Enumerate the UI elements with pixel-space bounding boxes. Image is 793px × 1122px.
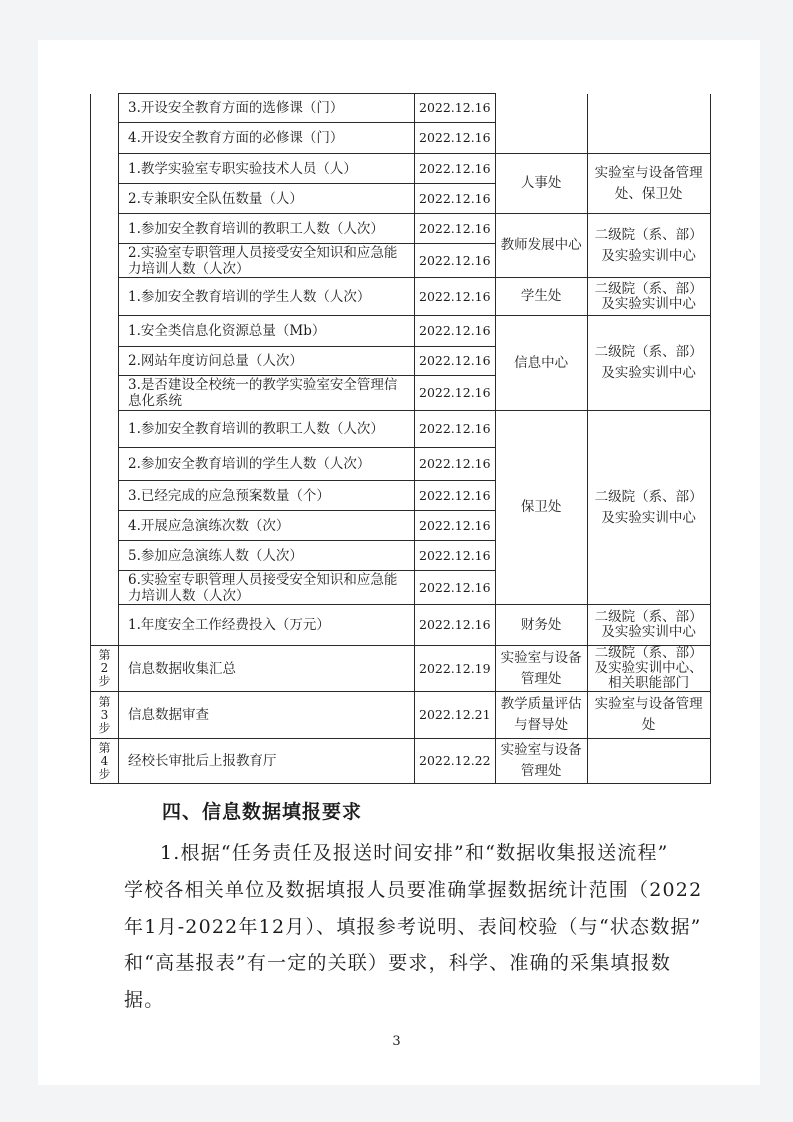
assist-department-cell: 实验室与设备管理处 [587, 692, 710, 739]
item-cell: 2.参加安全教育培训的学生人数（人次） [119, 448, 415, 481]
assist-department-cell: 二级院（系、部）及实验实训中心 [587, 214, 710, 278]
lead-department-cell: 实验室与设备管理处 [495, 739, 587, 784]
paragraph-line: 学校各相关单位及数据填报人员要准确掌握数据统计范围（2022 [124, 879, 703, 901]
date-cell: 2022.12.16 [415, 411, 496, 448]
date-cell: 2022.12.16 [415, 123, 496, 154]
lead-department-cell: 保卫处 [495, 411, 587, 605]
item-cell: 2.专兼职安全队伍数量（人） [119, 184, 415, 214]
paragraph-line: 据。 [124, 989, 165, 1011]
assist-department-cell: 实验室与设备管理处、保卫处 [587, 154, 710, 214]
lead-department-cell [495, 94, 587, 154]
step-cell-continued [91, 94, 119, 646]
item-cell: 信息数据收集汇总 [119, 646, 415, 692]
date-cell: 2022.12.16 [415, 184, 496, 214]
lead-department-cell: 财务处 [495, 605, 587, 646]
step-row [91, 739, 711, 784]
item-cell: 1.参加安全教育培训的学生人数（人次） [119, 278, 415, 316]
date-cell: 2022.12.19 [415, 646, 496, 692]
date-cell: 2022.12.16 [415, 511, 496, 541]
assist-department-cell: 二级院（系、部）及实验实训中心 [587, 605, 710, 646]
date-cell: 2022.12.21 [415, 692, 496, 739]
step-row [91, 646, 711, 692]
date-cell: 2022.12.22 [415, 739, 496, 784]
assist-department-cell: 二级院（系、部）及实验实训中心、相关职能部门 [587, 646, 710, 692]
table-row [91, 94, 711, 123]
item-cell: 2.网站年度访问总量（人次） [119, 347, 415, 376]
item-cell: 4.开展应急演练次数（次） [119, 511, 415, 541]
assist-department-cell [587, 739, 710, 784]
item-cell: 经校长审批后上报教育厅 [119, 739, 415, 784]
step-row [91, 692, 711, 739]
date-cell: 2022.12.16 [415, 214, 496, 244]
table-row [91, 316, 711, 347]
date-cell: 2022.12.16 [415, 571, 496, 605]
date-cell: 2022.12.16 [415, 448, 496, 481]
task-schedule-table [90, 93, 711, 784]
lead-department-cell: 信息中心 [495, 316, 587, 411]
assist-department-cell: 二级院（系、部）及实验实训中心 [587, 278, 710, 316]
date-cell: 2022.12.16 [415, 376, 496, 411]
date-cell: 2022.12.16 [415, 605, 496, 646]
date-cell: 2022.12.16 [415, 481, 496, 511]
table-row [91, 214, 711, 244]
date-cell: 2022.12.16 [415, 347, 496, 376]
lead-department-cell: 人事处 [495, 154, 587, 214]
item-cell: 1.参加安全教育培训的教职工人数（人次） [119, 411, 415, 448]
item-cell: 2.实验室专职管理人员接受安全知识和应急能力培训人数（人次） [119, 244, 415, 278]
item-cell: 6.实验室专职管理人员接受安全知识和应急能力培训人数（人次） [119, 571, 415, 605]
table-row [91, 605, 711, 646]
item-cell: 3.已经完成的应急预案数量（个） [119, 481, 415, 511]
item-cell: 1.教学实验室专职实验技术人员（人） [119, 154, 415, 184]
item-cell: 4.开设安全教育方面的必修课（门） [119, 123, 415, 154]
step-label: 第2步 [98, 648, 111, 688]
date-cell: 2022.12.16 [415, 244, 496, 278]
item-cell: 信息数据审查 [119, 692, 415, 739]
date-cell: 2022.12.16 [415, 541, 496, 571]
step-label: 第3步 [98, 694, 111, 735]
step-label: 第4步 [98, 740, 111, 781]
lead-department-cell: 教师发展中心 [495, 214, 587, 278]
item-cell: 1.年度安全工作经费投入（万元） [119, 605, 415, 646]
lead-department-cell: 学生处 [495, 278, 587, 316]
table-row [91, 278, 711, 316]
paragraph-line: 年1月-2022年12月）、填报参考说明、表间校验（与“状态数据” [124, 916, 702, 938]
date-cell: 2022.12.16 [415, 316, 496, 347]
item-cell: 5.参加应急演练人数（人次） [119, 541, 415, 571]
section-heading: 四、信息数据填报要求 [162, 801, 363, 823]
lead-department-cell: 实验室与设备管理处 [495, 646, 587, 692]
paragraph-line: 1.根据“任务责任及报送时间安排”和“数据收集报送流程” [160, 842, 669, 864]
assist-department-cell: 二级院（系、部）及实验实训中心 [587, 316, 710, 411]
assist-department-cell [587, 94, 710, 154]
table-row [91, 411, 711, 448]
table-row [91, 154, 711, 184]
page-number: 3 [392, 1034, 401, 1049]
paragraph-line: 和“高基报表”有一定的关联）要求，科学、准确的采集填报数 [124, 952, 672, 974]
step-label-cell [91, 692, 119, 739]
item-cell: 1.安全类信息化资源总量（Mb） [119, 316, 415, 347]
item-cell: 3.是否建设全校统一的教学实验室安全管理信息化系统 [119, 376, 415, 411]
date-cell: 2022.12.16 [415, 154, 496, 184]
step-label-cell [91, 739, 119, 784]
item-cell: 3.开设安全教育方面的选修课（门） [119, 94, 415, 123]
assist-department-cell: 二级院（系、部）及实验实训中心 [587, 411, 710, 605]
date-cell: 2022.12.16 [415, 94, 496, 123]
step-label-cell [91, 646, 119, 692]
item-cell: 1.参加安全教育培训的教职工人数（人次） [119, 214, 415, 244]
lead-department-cell: 教学质量评估与督导处 [495, 692, 587, 739]
date-cell: 2022.12.16 [415, 278, 496, 316]
